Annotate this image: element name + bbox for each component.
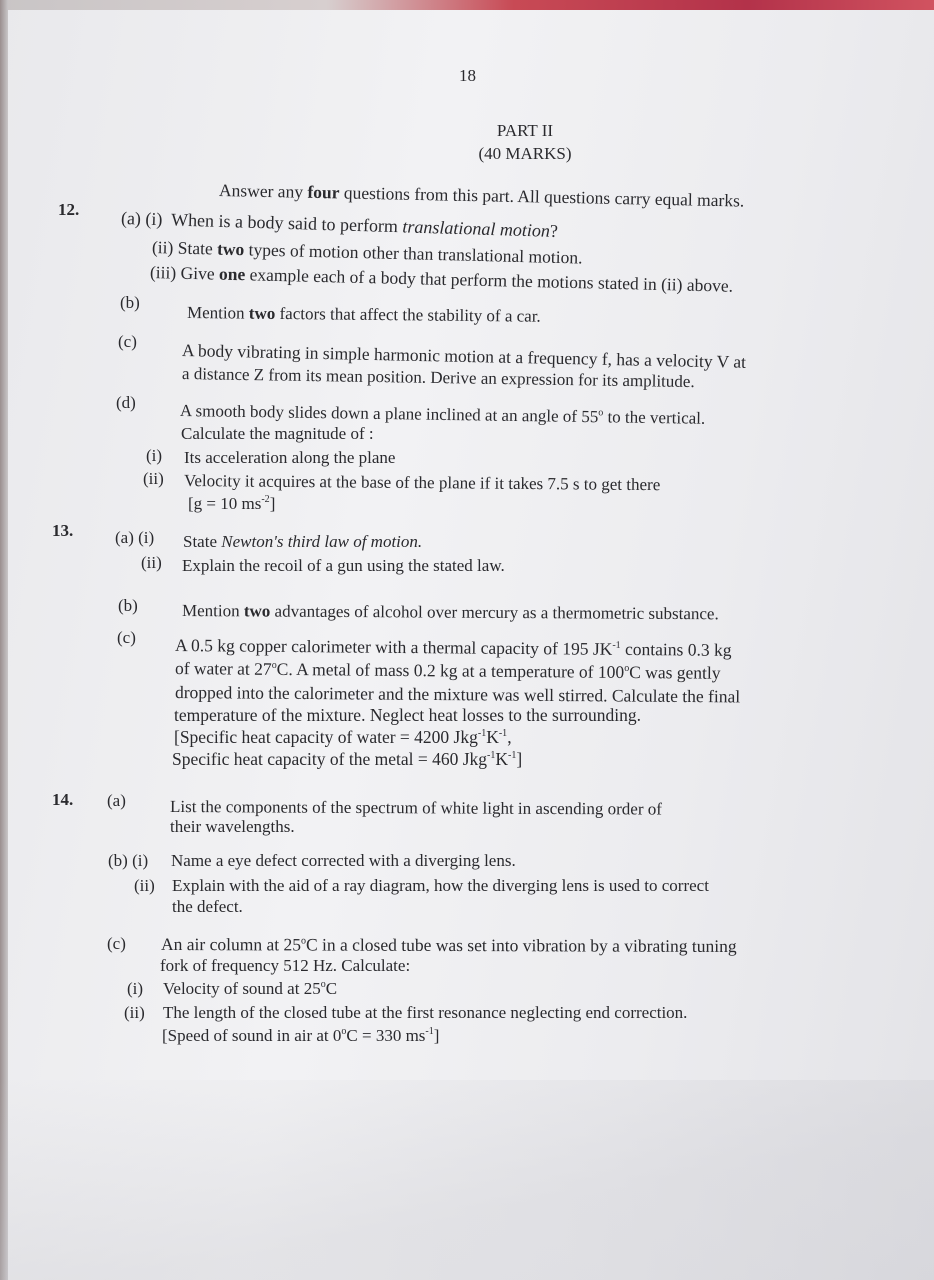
q12-c-line-2: a distance Z from its mean position. Derive an expression for its amplitude. [181,364,695,392]
q13-c-label: (c) [117,628,136,647]
q13-a-ii: Explain the recoil of a gun using the stated law. [182,556,505,575]
q12-b: Mention two factors that affect the stability of a car. [186,303,541,326]
question-13-number: 13. [52,521,74,540]
q13-c-line-6: Specific heat capacity of the metal = 460 $Jkg^{-1}K^{-1}$] [172,749,523,769]
q14-b-ii-line-2: the defect. [172,897,243,916]
q14-c-ii-label: (ii) [124,1003,145,1022]
q13-c-line-5: [Specific heat capacity of water = 4200 $Jkg^{-1}K^{-1}$, [174,727,512,747]
q14-a-line-1: List the components of the spectrum of white light in ascending order of [169,797,662,819]
q12-d-ii: Velocity it acquires at the base of the plane if it takes 7.5 s to get there [183,471,661,495]
q13-a-label: (a) (i) [115,528,155,547]
q14-b-label: (b) (i) [108,851,149,870]
q14-b-i: Name a eye defect corrected with a diverging lens. [171,851,516,870]
q13-b: Mention two advantages of alcohol over mercury as a thermometric substance. [181,601,719,624]
q12-a-ii: (ii) State two types of motion other than translational motion. [151,237,583,268]
q12-d-ii-label: (ii) [143,469,164,488]
q14-a-line-2: their wavelengths. [170,817,295,836]
q12-a-i: (a) (i) When is a body said to perform translational motion? [120,208,559,241]
q14-c-ii: The length of the closed tube at the first resonance neglecting end correction. [163,1003,688,1022]
q14-c-line-2: fork of frequency 512 Hz. Calculate: [160,956,411,975]
q14-c-i: Velocity of sound at 25$^o$C [163,979,338,998]
q12-a-iii: (iii) Give one example each of a body that perform the motions stated in (ii) above. [149,262,734,296]
q12-b-label: (b) [120,293,140,312]
instructions: Answer any four questions from this part. All questions carry equal marks. [218,180,745,211]
background-strip [0,0,934,10]
page-shadow [0,1080,934,1280]
q14-b-ii-label: (ii) [134,876,155,895]
part-title: PART II [496,121,554,140]
question-12-number: 12. [58,200,80,219]
q12-c-label: (c) [118,332,137,351]
q14-c-speed-of-sound: [Speed of sound in air at $0^oC = 330$ $ms^{-1}$] [162,1026,440,1045]
marks-total: (40 MARKS) [478,144,572,163]
q14-c-label: (c) [107,934,126,953]
q13-c-line-4: temperature of the mixture. Neglect heat losses to the surrounding. [174,705,642,725]
q14-b-ii-line-1: Explain with the aid of a ray diagram, how the diverging lens is used to correct [172,876,709,895]
q12-d-i: Its acceleration along the plane [184,448,396,467]
page-number: 18 [459,66,476,85]
q13-a-i: State Newton's third law of motion. [183,532,423,551]
question-14-number: 14. [52,790,74,809]
q12-d-gravity: [g = 10 $ms^{-2}$] [188,494,276,513]
q13-c-line-2: of water at 27$^o$C. A metal of mass 0.2 kg at a temperature of 100$^o$C was gently [174,658,721,683]
q13-b-label: (b) [118,596,138,615]
q12-d-line-2: Calculate the magnitude of : [181,424,374,443]
q13-c-line-3: dropped into the calorimeter and the mixture was well stirred. Calculate the final [174,682,741,707]
q12-d-i-label: (i) [146,446,163,465]
q14-a-label: (a) [107,791,126,810]
q12-c-line-1: A body vibrating in simple harmonic motion at a frequency f, has a velocity V at [181,340,747,372]
q14-c-line-1: An air column at 25$^o$C in a closed tube was set into vibration by a vibrating tuning [160,934,737,957]
q12-d-label: (d) [116,393,136,412]
q13-a-ii-label: (ii) [141,553,162,572]
q13-c-line-1: A 0.5 kg copper calorimeter with a thermal capacity of 195 $JK^{-1}$ contains 0.3 kg [174,635,732,660]
q12-d-line-1: A smooth body slides down a plane inclined at an angle of 55$^o$ to the vertical. [179,401,706,428]
q14-c-i-label: (i) [127,979,144,998]
